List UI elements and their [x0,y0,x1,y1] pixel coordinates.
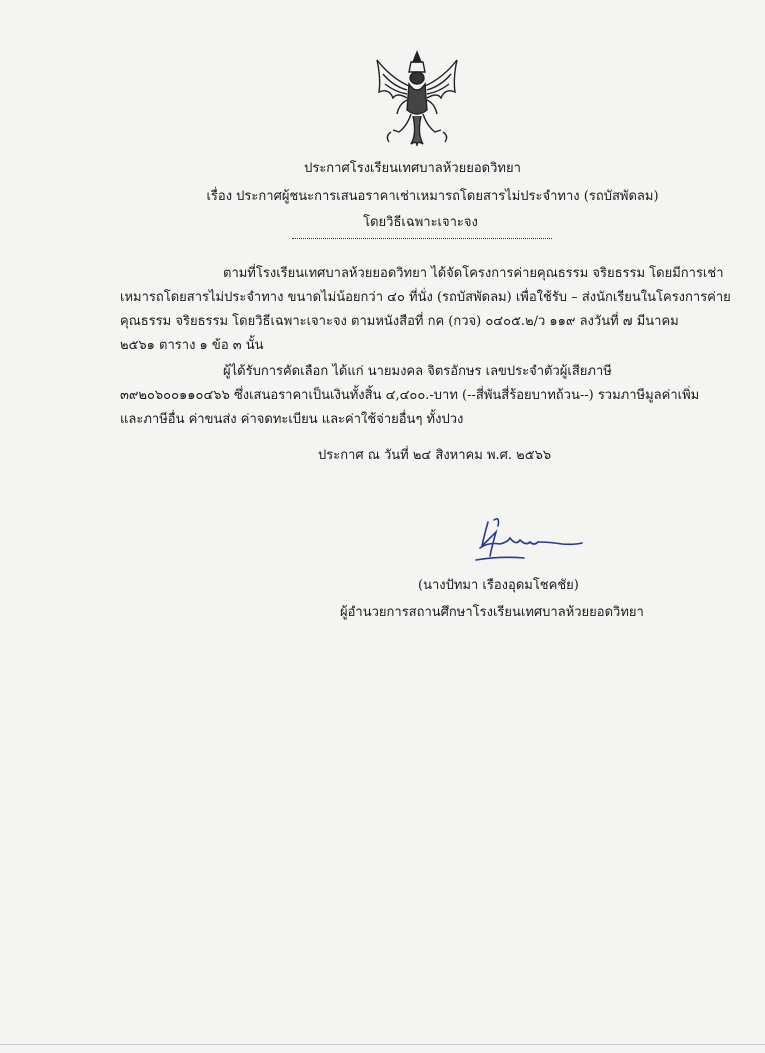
paragraph-line: ๒๕๖๑ ตาราง ๑ ข้อ ๓ นั้น [120,338,264,353]
paragraph-line: ๓๙๒๐๖๐๐๑๑๐๔๖๖ ซึ่งเสนอราคาเป็นเงินทั้งสิ้น ๔,๔๐๐.-บาท (--สี่พันสี่ร้อยบาทถ้วน--) รวมภาษีมูลค่าเพิ่ม [120,388,700,403]
paragraph-line: เหมารถโดยสารไม่ประจำทาง ขนาดไม่น้อยกว่า ๔๐ ที่นั่ง (รถบัสพัดลม) เพื่อใช้รับ – ส่งนักเรียนในโครงการค่าย [120,290,731,305]
announcement-title: ประกาศโรงเรียนเทศบาลห้วยยอดวิทยา [304,161,521,176]
paragraph-line: และภาษีอื่น ค่าขนส่ง ค่าจดทะเบียน และค่าใช้จ่ายอื่นๆ ทั้งปวง [120,412,464,427]
handwritten-signature [470,512,590,572]
body-paragraph-2 [120,360,700,432]
paragraph-line: คุณธรรม จริยธรรม โดยวิธีเฉพาะเจาะจง ตามหนังสือที่ กค (กวจ) ๐๔๐๕.๒/ว ๑๑๙ ลงวันที่ ๗ มีนาคม [120,314,679,329]
page-bottom-edge [0,1044,765,1045]
signer-title: ผู้อำนวยการสถานศึกษาโรงเรียนเทศบาลห้วยยอดวิทยา [340,605,644,620]
garuda-emblem-icon [371,48,463,148]
announcement-date: ประกาศ ณ วันที่ ๒๔ สิงหาคม พ.ศ. ๒๕๖๖ [318,448,552,463]
paragraph-line: ตามที่โรงเรียนเทศบาลห้วยยอดวิทยา ได้จัดโครงการค่ายคุณธรรม จริยธรรม โดยมีการเช่า [223,266,724,281]
dotted-separator [292,238,552,239]
announcement-subject: เรื่อง ประกาศผู้ชนะการเสนอราคาเช่าเหมารถโดยสารไม่ประจำทาง (รถบัสพัดลม) [206,189,659,204]
body-paragraph-1 [120,262,731,358]
signer-name: (นางปัทมา เรืองอุดมโชคชัย) [418,578,579,593]
paragraph-line: ผู้ได้รับการคัดเลือก ได้แก่ นายมงคล จิตรอักษร เลขประจำตัวผู้เสียภาษี [223,364,612,379]
procurement-method: โดยวิธีเฉพาะเจาะจง [363,215,478,230]
